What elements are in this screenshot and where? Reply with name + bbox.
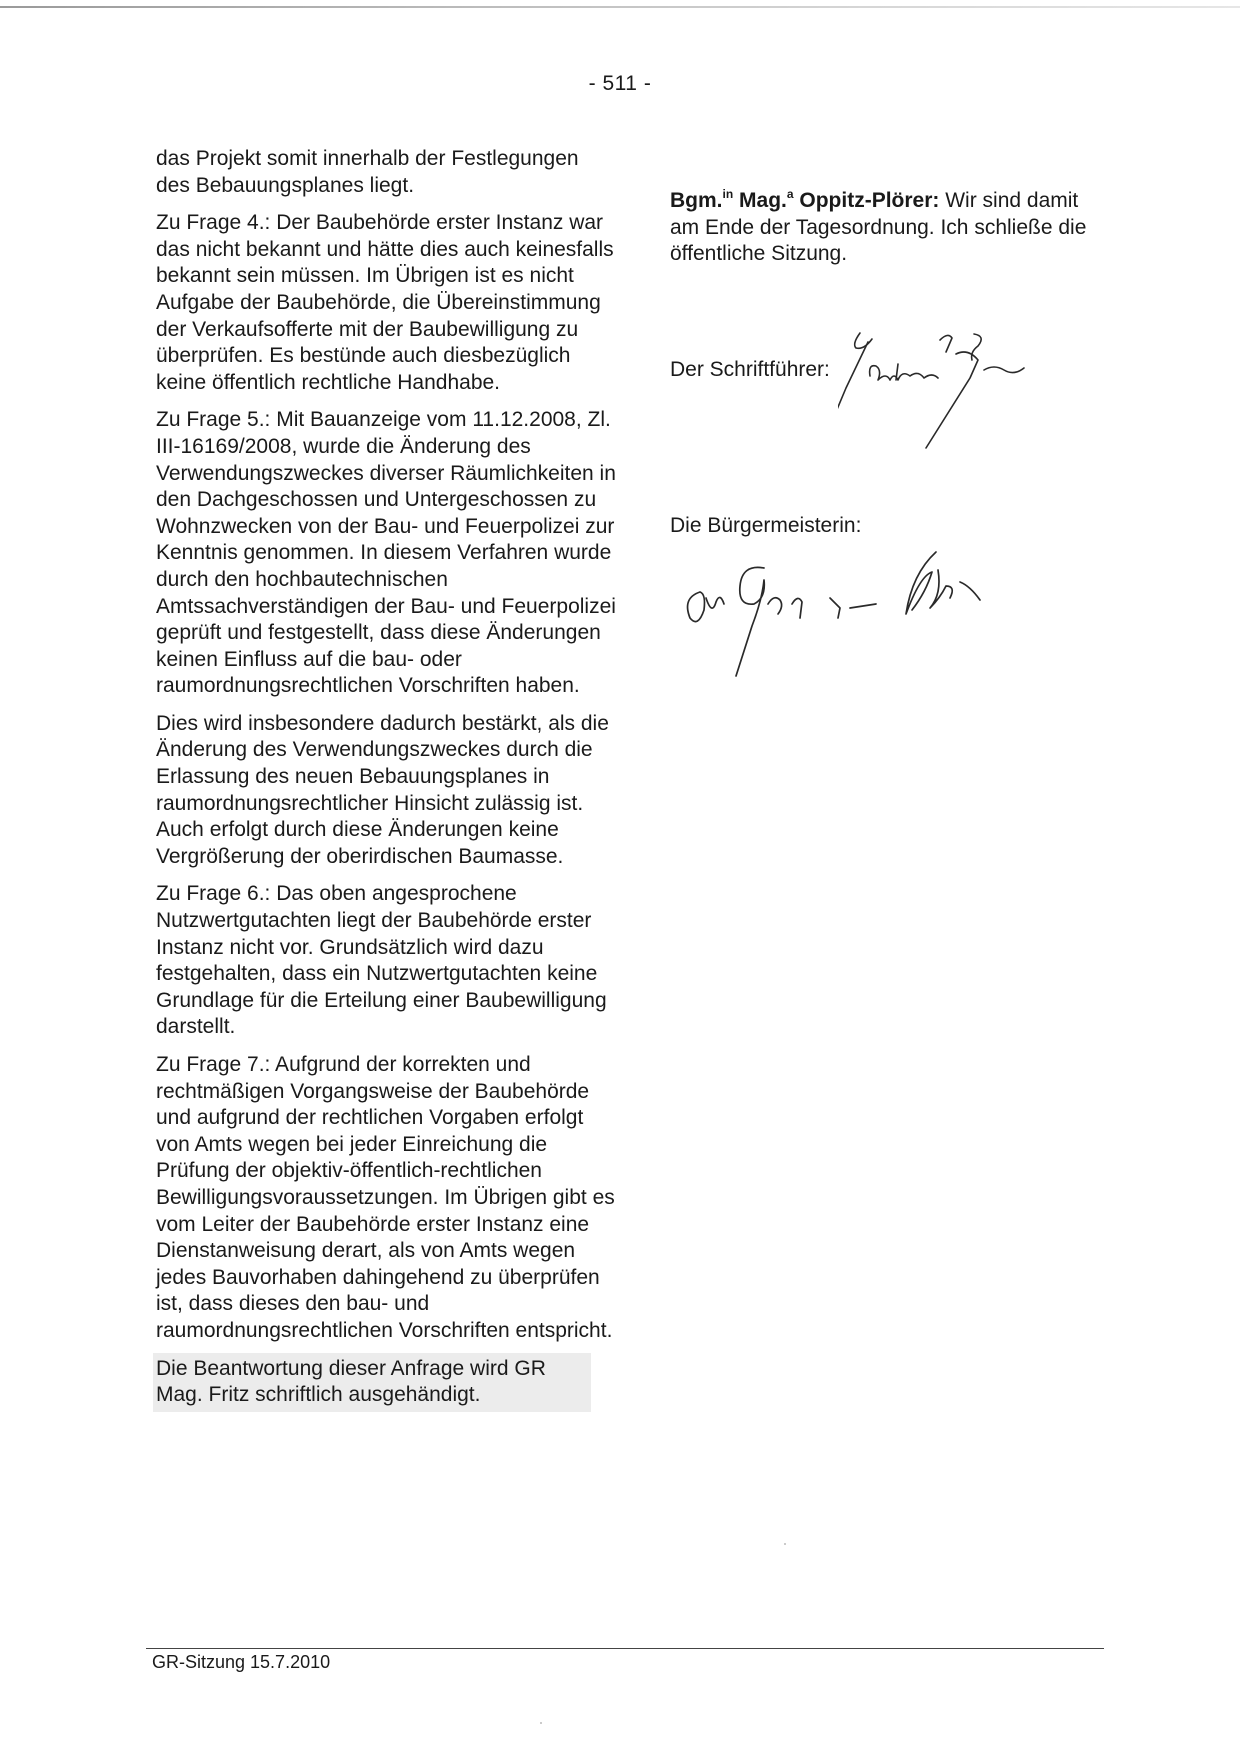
left-column — [156, 146, 616, 1420]
scan-edge-line — [0, 6, 1240, 8]
scan-speck — [784, 1543, 786, 1545]
paragraph-intro: das Projekt somit innerhalb der Festlegungen des Bebauungsplanes liegt. — [156, 147, 579, 197]
paragraph-frage-5: Zu Frage 5.: Mit Bauanzeige vom 11.12.2008, Zl. III-16169/2008, wurde die Änderung des Verwendungszweckes diverser Räumlichkeiten in den Dachgeschossen und Untergeschossen zu Wohnzwecken von der Bau- und Feuerpolizei zur Kenntnis genommen. In diesem Verfahren wurde durch den hochbautechnischen Amtssachverständigen der Bau- und Feuerpolizei geprüft und festgestellt, dass diese Änderungen keinen Einfluss auf die bau- oder raumordnungsrechtlichen Vorschriften haben. — [156, 408, 616, 698]
recorder-label: Der Schriftführer: — [670, 358, 830, 381]
page-number: - 511 - — [588, 72, 652, 95]
mayor-label: Die Bürgermeisterin: — [670, 514, 862, 537]
paragraph-frage-4: Zu Frage 4.: Der Baubehörde erster Instanz war das nicht bekannt und hätte dies auch keinesfalls bekannt sein müssen. Im Übrigen ist es nicht Aufgabe der Baubehörde, die Übereinstimmung der Verkaufsofferte mit der Baubewilligung zu überprüfen. Es bestünde auch diesbezüglich keine öffentlich rechtliche Handhabe. — [156, 211, 614, 394]
footer-rule — [146, 1648, 1104, 1649]
mayor-statement — [670, 188, 1090, 268]
paragraph-frage-6: Zu Frage 6.: Das oben angesprochene Nutzwertgutachten liegt der Baubehörde erster Instanz nicht vor. Grundsätzlich wird dazu festgehalten, dass ein Nutzwertgutachten keine Grundlage für die Erteilung einer Baubewilligung darstellt. — [156, 882, 607, 1039]
speaker-label: Bgm.$^{in}$ Mag.$^a$ Oppitz-Plörer: — [670, 187, 940, 212]
footer-session-info: GR-Sitzung 15.7.2010 — [152, 1652, 331, 1672]
mayor-signature — [680, 546, 1020, 686]
scan-speck — [540, 1722, 542, 1724]
paragraph-frage-7: Zu Frage 7.: Aufgrund der korrekten und rechtmäßigen Vorgangsweise der Baubehörde und aufgrund der rechtlichen Vorgaben erfolgt von Amts wegen bei jeder Einreichung die Prüfung der objektiv-öffentlich-rechtlichen Bewilligungsvoraussetzungen. Im Übrigen gibt es vom Leiter der Baubehörde erster Instanz eine Dienstanweisung derart, als von Amts wegen jedes Bauvorhaben dahingehend zu überprüfen ist, dass dieses den bau- und raumordnungsrechtlichen Vorschriften entspricht. — [156, 1053, 615, 1342]
paragraph-closing-note: Die Beantwortung dieser Anfrage wird GR Mag. Fritz schriftlich ausgehändigt. — [156, 1356, 588, 1409]
right-column — [670, 188, 1090, 268]
recorder-signature — [838, 330, 1128, 460]
paragraph-bestaerkung: Dies wird insbesondere dadurch bestärkt, als die Änderung des Verwendungszweckes durch die Erlassung des neuen Bebauungsplanes in raumordnungsrechtlicher Hinsicht zulässig ist. Auch erfolgt durch diese Änderungen keine Vergrößerung der oberirdischen Baumasse. — [156, 711, 609, 868]
speech-text: Wir sind damit am Ende der Tagesordnung. Ich schließe die öffentliche Sitzung. — [670, 189, 1087, 266]
